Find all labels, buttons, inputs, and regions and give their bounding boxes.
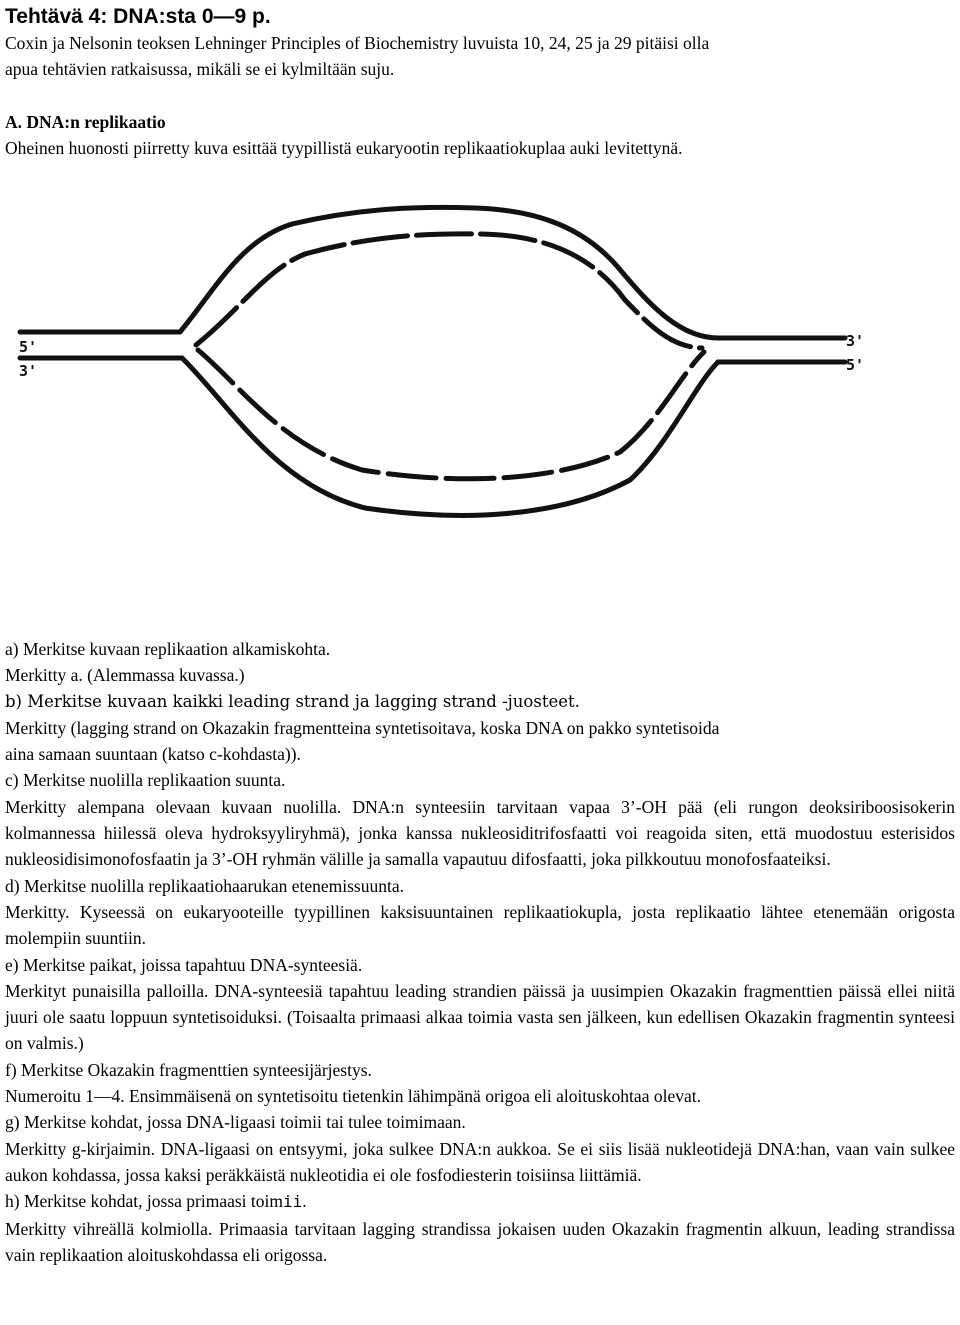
label-left-bottom-3prime: 3' — [19, 362, 38, 380]
question-e: e) Merkitse paikat, joissa tapahtuu DNA-synteesiä. — [5, 954, 363, 975]
answer-g: Merkitty g-kirjaimin. DNA-ligaasi on entsyymi, joka sulkee DNA:n aukkoa. Se ei siis lisää nukleotidejä DNA:han, vaan vain sulkee aukon kohdassa, jossa kaksi peräkkäistä nukleotidia ei ole fosfodiesterin toisiinsa liittämiä. — [5, 1138, 955, 1185]
questions-section — [5, 636, 955, 1268]
question-g: g) Merkitse kohdat, jossa DNA-ligaasi toimii tai tulee toimimaan. — [5, 1112, 466, 1133]
answer-a: Merkitty a. (Alemmassa kuvassa.) — [5, 665, 245, 686]
question-h-tail: ii — [283, 1192, 303, 1212]
answer-c: Merkitty alempana olevaan kuvaan nuolilla. DNA:n synteesiin tarvitaan vapaa 3’-OH pää (eli rungon deoksiriboosisokerin kolmannessa hiilessä oleva hydroksyyliryhmä), jonka kanssa nukleosiditrifosfaatti voi reagoida siten, että muodostuu esterisidos nukleosidisimonofosfaatin ja 3’-OH ryhmän välille ja samalla vapautuu difosfaatti, joka pilkkoutuu monofosfaateiksi. — [5, 796, 955, 870]
question-f: f) Merkitse Okazakin fragmenttien synteesijärjestys. — [5, 1059, 372, 1080]
question-h — [5, 1188, 955, 1215]
label-right-top-3prime: 3' — [846, 332, 865, 350]
label-left-top-5prime: 5' — [19, 338, 38, 356]
spacer — [5, 83, 955, 109]
answer-b-line-1: Merkitty (lagging strand on Okazakin fragmentteina syntetisoitava, koska DNA on pakko syntetisoida — [5, 717, 720, 738]
replication-bubble-figure — [0, 200, 960, 540]
question-h-main: h) Merkitse kohdat, jossa primaasi toim — [5, 1191, 284, 1212]
intro-text-line-2: apua tehtävien ratkaisussa, mikäli se ei kylmiltään suju. — [5, 59, 395, 80]
intro-text-line-1: Coxin ja Nelsonin teoksen Lehninger Principles of Biochemistry luvuista 10, 24, 25 ja 29 pitäisi olla — [5, 33, 710, 53]
answer-f: Numeroitu 1—4. Ensimmäisenä on syntetisoitu tietenkin lähimpänä origoa eli aloituskohtaa olevat. — [5, 1086, 701, 1107]
question-d: d) Merkitse nuolilla replikaatiohaarukan etenemissuunta. — [5, 875, 404, 896]
question-b: b) Merkitse kuvaan kaikki leading strand ja lagging strand -juosteet. — [5, 691, 580, 711]
bubble-outer-top-strand — [180, 207, 718, 338]
label-right-bottom-5prime: 5' — [846, 356, 865, 374]
question-a: a) Merkitse kuvaan replikaation alkamiskohta. — [5, 639, 331, 659]
answer-h: Merkitty vihreällä kolmiolla. Primaasia tarvitaan lagging strandissa jokaisen uuden Okazakin fragmentin alkuun, leading strandissa vain replikaation aloituskohdassa eli origossa. — [5, 1218, 955, 1265]
question-h-end: . — [302, 1191, 307, 1212]
answer-d: Merkitty. Kyseessä on eukaryooteille tyypillinen kaksisuuntainen replikaatiokupla, josta replikaatio lähtee etenemään origosta molempiin suuntiin. — [5, 901, 955, 949]
section-a-description: Oheinen huonosti piirretty kuva esittää tyypillistä eukaryootin replikaatiokuplaa auki levitettynä. — [5, 137, 683, 158]
question-c: c) Merkitse nuolilla replikaation suunta. — [5, 770, 286, 791]
section-a-heading: A. DNA:n replikaatio — [5, 111, 166, 132]
answer-b-line-2: aina samaan suuntaan (katso c-kohdasta)). — [5, 744, 301, 765]
bubble-inner-top-strand — [196, 234, 702, 348]
page-title: Tehtävä 4: DNA:sta 0—9 p. — [5, 5, 271, 28]
document-header — [5, 0, 955, 161]
answer-e: Merkityt punaisilla palloilla. DNA-synteesiä tapahtuu leading strandien päissä ja uusimpien Okazakin fragmenttien päissä ellei niitä juuri ole saatu loppuun syntetisoiduksi. (Toisaalta primaasi alkaa toimia vasta sen jälkeen, kun edellisen Okazakin fragmentin synteesi on valmis.) — [5, 980, 955, 1054]
